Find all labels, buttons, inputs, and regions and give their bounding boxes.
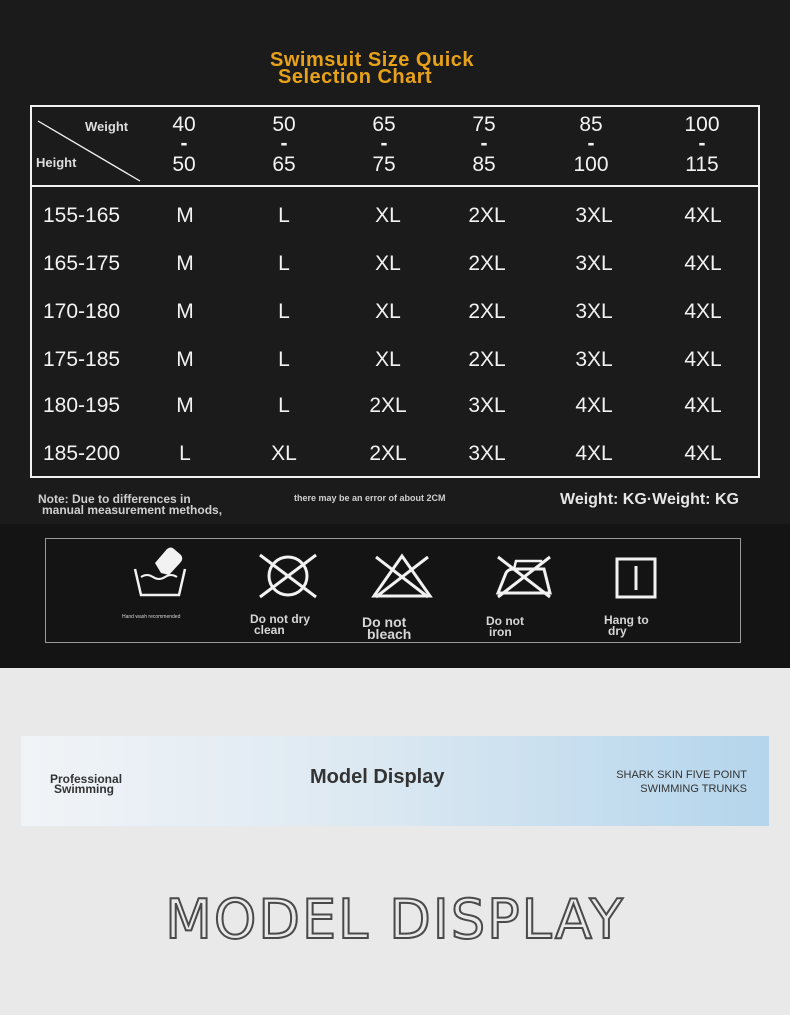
care-instructions bbox=[45, 538, 741, 643]
size-cell: 3XL bbox=[468, 442, 506, 465]
weight-sep: - bbox=[587, 132, 595, 155]
care-label-no-bleach bbox=[362, 616, 411, 640]
weight-high: 85 bbox=[472, 153, 496, 176]
header-divider bbox=[32, 185, 758, 187]
error-note: there may be an error of about 2CM bbox=[294, 493, 446, 503]
size-cell: 3XL bbox=[575, 204, 613, 227]
banner-left-line-1: Professional bbox=[50, 772, 123, 786]
size-cell: 4XL bbox=[684, 442, 722, 465]
corner-height-label: Height bbox=[36, 155, 77, 170]
size-cell: M bbox=[176, 394, 194, 417]
size-cell: 4XL bbox=[684, 300, 722, 323]
care-label-hand-wash bbox=[122, 612, 180, 623]
care-label-line: bleach bbox=[367, 626, 412, 642]
size-cell: M bbox=[176, 300, 194, 323]
size-cell: L bbox=[179, 442, 191, 465]
table-row bbox=[32, 344, 758, 376]
title-line-2: Selection Chart bbox=[278, 66, 433, 88]
size-cell: 4XL bbox=[684, 204, 722, 227]
size-cell: 2XL bbox=[369, 442, 407, 465]
banner-title: Model Display bbox=[310, 766, 445, 788]
weight-low: 85 bbox=[579, 113, 603, 136]
weight-sep: - bbox=[280, 132, 288, 155]
size-cell: 3XL bbox=[468, 394, 506, 417]
weight-low: 75 bbox=[472, 113, 496, 136]
hang-dry-icon bbox=[614, 556, 658, 600]
size-cell: L bbox=[278, 348, 290, 371]
care-label-hang-dry bbox=[604, 615, 649, 637]
size-cell: 4XL bbox=[684, 348, 722, 371]
weight-header bbox=[551, 115, 631, 175]
banner-left-line-2: Swimming bbox=[54, 782, 115, 796]
care-label-line: iron bbox=[489, 625, 512, 639]
measurement-note bbox=[38, 494, 222, 516]
size-cell: XL bbox=[375, 252, 401, 275]
corner-weight-label: Weight bbox=[85, 119, 129, 134]
weight-low: 50 bbox=[272, 113, 296, 136]
size-cell: 2XL bbox=[468, 300, 506, 323]
weight-high: 65 bbox=[272, 153, 296, 176]
size-cell: L bbox=[278, 204, 290, 227]
weight-sep: - bbox=[698, 132, 706, 155]
size-cell: XL bbox=[271, 442, 297, 465]
care-label-line: dry bbox=[608, 624, 627, 638]
size-cell: 2XL bbox=[468, 348, 506, 371]
care-label-line: Hang to bbox=[604, 613, 649, 627]
unit-note: Weight: KG·Weight: KG bbox=[560, 491, 739, 508]
size-cell: L bbox=[278, 394, 290, 417]
size-cell: 3XL bbox=[575, 300, 613, 323]
weight-sep: - bbox=[380, 132, 388, 155]
table-row bbox=[32, 438, 758, 470]
table-row bbox=[32, 248, 758, 280]
table-row bbox=[32, 296, 758, 328]
banner-left-text bbox=[50, 774, 122, 794]
size-cell: M bbox=[176, 252, 194, 275]
note-line-1: Note: Due to differences in bbox=[38, 492, 191, 506]
care-label-line: Do not bbox=[486, 614, 524, 628]
size-cell: M bbox=[176, 204, 194, 227]
weight-header bbox=[344, 115, 424, 175]
height-cell: 165-175 bbox=[43, 252, 121, 275]
size-cell: 4XL bbox=[684, 394, 722, 417]
weight-header bbox=[444, 115, 524, 175]
hand-wash-icon bbox=[131, 545, 191, 599]
size-cell: M bbox=[176, 348, 194, 371]
size-cell: 2XL bbox=[468, 204, 506, 227]
no-dry-clean-icon bbox=[256, 553, 320, 599]
care-label-line: Do not dry bbox=[250, 612, 310, 626]
care-label-line: Do not bbox=[362, 614, 407, 630]
care-label-line: clean bbox=[254, 623, 285, 637]
size-cell: XL bbox=[375, 348, 401, 371]
size-cell: XL bbox=[375, 300, 401, 323]
size-table bbox=[30, 105, 760, 478]
note-line-2: manual measurement methods, bbox=[42, 503, 223, 517]
care-label-no-iron bbox=[486, 616, 524, 638]
height-cell: 180-195 bbox=[43, 394, 121, 417]
weight-sep: - bbox=[480, 132, 488, 155]
weight-sep: - bbox=[180, 132, 188, 155]
size-cell: L bbox=[278, 300, 290, 323]
section-heading: MODEL DISPLAY bbox=[165, 888, 625, 951]
no-iron-icon bbox=[492, 553, 556, 599]
size-cell: 3XL bbox=[575, 348, 613, 371]
care-label-line: Hand wash recommended bbox=[122, 614, 181, 620]
weight-low: 100 bbox=[684, 113, 720, 136]
weight-header bbox=[662, 115, 742, 175]
weight-low: 65 bbox=[372, 113, 396, 136]
banner-right-line-2: SWIMMING TRUNKS bbox=[640, 783, 747, 795]
weight-high: 100 bbox=[573, 153, 609, 176]
weight-header bbox=[244, 115, 324, 175]
height-cell: 155-165 bbox=[43, 204, 121, 227]
size-cell: 4XL bbox=[575, 394, 613, 417]
weight-high: 75 bbox=[372, 153, 396, 176]
no-bleach-icon bbox=[370, 553, 434, 599]
banner-right-text bbox=[616, 768, 747, 796]
height-cell: 175-185 bbox=[43, 348, 121, 371]
care-label-no-dry-clean bbox=[250, 614, 310, 636]
height-cell: 170-180 bbox=[43, 300, 121, 323]
size-cell: 4XL bbox=[575, 442, 613, 465]
title-line-1: Swimsuit Size Quick bbox=[270, 49, 475, 71]
table-row bbox=[32, 390, 758, 422]
size-cell: 4XL bbox=[684, 252, 722, 275]
size-cell: XL bbox=[375, 204, 401, 227]
page-title bbox=[270, 49, 475, 88]
banner-right-line-1: SHARK SKIN FIVE POINT bbox=[616, 769, 747, 781]
weight-header bbox=[144, 115, 224, 175]
weight-high: 115 bbox=[685, 153, 719, 176]
weight-low: 40 bbox=[172, 113, 196, 136]
model-display-banner bbox=[21, 736, 769, 826]
weight-high: 50 bbox=[172, 153, 196, 176]
size-cell: 2XL bbox=[369, 394, 407, 417]
size-cell: L bbox=[278, 252, 290, 275]
table-row bbox=[32, 200, 758, 232]
size-cell: 2XL bbox=[468, 252, 506, 275]
height-cell: 185-200 bbox=[43, 442, 121, 465]
size-cell: 3XL bbox=[575, 252, 613, 275]
